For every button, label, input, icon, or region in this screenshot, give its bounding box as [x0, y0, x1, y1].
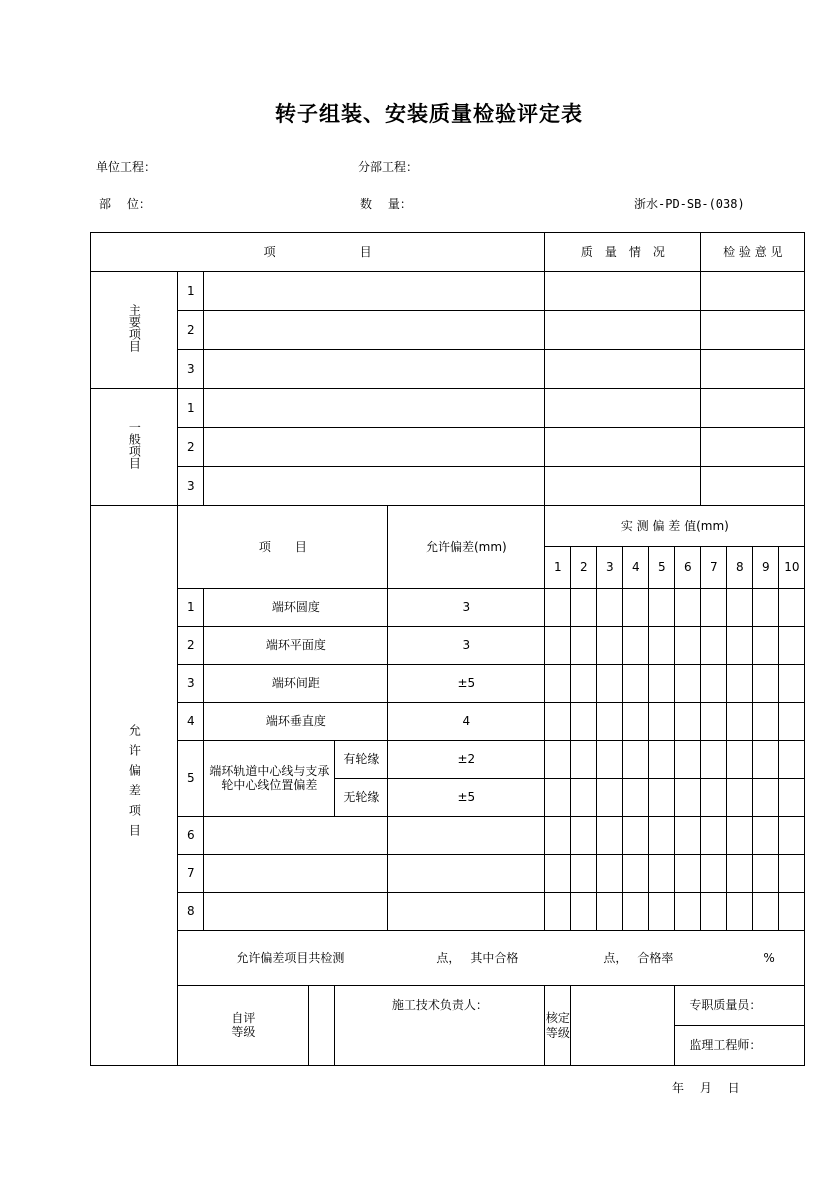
measure-cell[interactable] [779, 589, 805, 627]
opinion-cell[interactable] [701, 389, 805, 428]
measure-cell[interactable] [597, 741, 623, 779]
measure-cell[interactable] [779, 627, 805, 665]
measure-cell[interactable] [727, 779, 753, 817]
measure-col: 7 [701, 547, 727, 589]
main-item-cell[interactable] [204, 311, 545, 350]
row-number: 3 [178, 467, 204, 506]
tol-allowed-value: 3 [388, 627, 545, 665]
tol-item-name: 端环圆度 [204, 589, 388, 627]
unit-project-label: 单位工程： [96, 160, 157, 174]
tolerance-items-label: 允许偏差项目 [91, 506, 178, 1066]
measure-cell[interactable] [597, 893, 623, 931]
approved-grade-label: 核定等级 [545, 986, 571, 1066]
measure-col: 6 [675, 547, 701, 589]
tech-lead-label: 施工技术负责人： [335, 986, 545, 1066]
row-number: 1 [178, 272, 204, 311]
measure-cell[interactable] [571, 741, 597, 779]
measure-cell[interactable] [675, 779, 701, 817]
measure-cell[interactable] [701, 665, 727, 703]
row-number: 2 [178, 311, 204, 350]
measure-col: 1 [545, 547, 571, 589]
tol-allowed-value: ±2 [388, 741, 545, 779]
measure-cell[interactable] [675, 703, 701, 741]
measure-cell[interactable] [675, 855, 701, 893]
tol-allowed-value[interactable] [388, 817, 545, 855]
tol-item-name[interactable] [204, 855, 388, 893]
row-number: 8 [178, 893, 204, 931]
opinion-cell[interactable] [701, 272, 805, 311]
opinion-cell[interactable] [701, 350, 805, 389]
header-opinion: 检 验 意 见 [701, 233, 805, 272]
measure-cell[interactable] [545, 741, 571, 779]
measure-cell[interactable] [649, 627, 675, 665]
measure-col: 3 [597, 547, 623, 589]
measure-col: 9 [753, 547, 779, 589]
page-title: 转子组装、安装质量检验评定表 [275, 102, 583, 126]
measure-cell[interactable] [727, 893, 753, 931]
location-label: 部 位： [99, 197, 151, 211]
measure-cell[interactable] [597, 817, 623, 855]
date-label: 年 月 日 [672, 1081, 740, 1095]
measure-cell[interactable] [571, 893, 597, 931]
opinion-cell[interactable] [701, 467, 805, 506]
measure-cell[interactable] [571, 817, 597, 855]
tol-allowed-value[interactable] [388, 855, 545, 893]
summary-points-label-2: 点， [603, 950, 628, 965]
opinion-cell[interactable] [701, 311, 805, 350]
measure-cell[interactable] [571, 665, 597, 703]
measure-cell[interactable] [545, 779, 571, 817]
summary-row [178, 931, 805, 986]
measure-cell[interactable] [545, 703, 571, 741]
measure-cell[interactable] [753, 817, 779, 855]
self-eval-grade-cell[interactable] [309, 986, 335, 1066]
measure-cell[interactable] [675, 627, 701, 665]
row-number: 3 [178, 350, 204, 389]
measure-cell[interactable] [701, 855, 727, 893]
tol-header-allowed: 允许偏差(mm) [388, 506, 545, 589]
tol-header-measured: 实 测 偏 差 值(mm) [545, 506, 805, 547]
tol-item-name: 端环垂直度 [204, 703, 388, 741]
tol-allowed-value: 3 [388, 589, 545, 627]
tol-sub-item: 有轮缘 [335, 741, 388, 779]
measure-cell[interactable] [753, 665, 779, 703]
measure-cell[interactable] [545, 855, 571, 893]
row-number: 3 [178, 665, 204, 703]
measure-cell[interactable] [727, 741, 753, 779]
summary-rate-label: 合格率 [637, 950, 674, 965]
quality-cell[interactable] [545, 389, 701, 428]
measure-cell[interactable] [753, 627, 779, 665]
measure-cell[interactable] [779, 741, 805, 779]
measure-cell[interactable] [597, 703, 623, 741]
row-number: 4 [178, 703, 204, 741]
row-number: 2 [178, 428, 204, 467]
measure-cell[interactable] [779, 703, 805, 741]
measure-cell[interactable] [623, 855, 649, 893]
measure-cell[interactable] [727, 627, 753, 665]
measure-cell[interactable] [597, 665, 623, 703]
measure-cell[interactable] [545, 817, 571, 855]
measure-cell[interactable] [675, 665, 701, 703]
measure-cell[interactable] [649, 665, 675, 703]
quality-cell[interactable] [545, 311, 701, 350]
measure-cell[interactable] [597, 589, 623, 627]
measure-cell[interactable] [753, 741, 779, 779]
header-quality: 质 量 情 况 [545, 233, 701, 272]
measure-cell[interactable] [545, 589, 571, 627]
measure-col: 4 [623, 547, 649, 589]
measure-cell[interactable] [649, 703, 675, 741]
measure-cell[interactable] [623, 893, 649, 931]
measure-cell[interactable] [727, 703, 753, 741]
tol-allowed-value: ±5 [388, 665, 545, 703]
measure-cell[interactable] [701, 779, 727, 817]
measure-cell[interactable] [597, 855, 623, 893]
quality-cell[interactable] [545, 272, 701, 311]
summary-points-label: 点， [436, 950, 461, 965]
self-eval-label: 自评等级 [178, 986, 309, 1066]
row-number: 1 [178, 589, 204, 627]
opinion-cell[interactable] [701, 428, 805, 467]
tol-allowed-value[interactable] [388, 893, 545, 931]
measure-cell[interactable] [779, 855, 805, 893]
summary-pass-label: 其中合格 [470, 950, 519, 965]
sub-project-label: 分部工程： [358, 160, 419, 174]
measure-cell[interactable] [623, 703, 649, 741]
measure-cell[interactable] [623, 779, 649, 817]
measure-cell[interactable] [779, 817, 805, 855]
general-items-label: 一般项目 [91, 389, 178, 506]
summary-percent-sign: % [763, 950, 775, 965]
measure-cell[interactable] [623, 741, 649, 779]
measure-cell[interactable] [675, 817, 701, 855]
measure-cell[interactable] [779, 665, 805, 703]
measure-cell[interactable] [571, 703, 597, 741]
row-number: 6 [178, 817, 204, 855]
quality-cell[interactable] [545, 350, 701, 389]
tol-item-name[interactable] [204, 817, 388, 855]
measure-cell[interactable] [623, 627, 649, 665]
measure-cell[interactable] [701, 817, 727, 855]
form-code: 浙水-PD-SB-(038) [634, 197, 745, 211]
tol-allowed-value: ±5 [388, 779, 545, 817]
header-item: 项 目 [91, 233, 545, 272]
row-number: 1 [178, 389, 204, 428]
general-item-cell[interactable] [204, 467, 545, 506]
row-number: 5 [178, 741, 204, 817]
general-item-cell[interactable] [204, 428, 545, 467]
measure-cell[interactable] [649, 741, 675, 779]
measure-cell[interactable] [649, 817, 675, 855]
row-number: 7 [178, 855, 204, 893]
measure-cell[interactable] [701, 589, 727, 627]
supervisor-label: 监理工程师： [675, 1026, 805, 1066]
measure-cell[interactable] [727, 665, 753, 703]
measure-cell[interactable] [779, 779, 805, 817]
approved-grade-cell[interactable] [571, 986, 675, 1066]
tol-header-item: 项 目 [178, 506, 388, 589]
general-item-cell[interactable] [204, 389, 545, 428]
tol-item-name: 端环间距 [204, 665, 388, 703]
measure-cell[interactable] [545, 627, 571, 665]
measure-cell[interactable] [701, 893, 727, 931]
quality-cell[interactable] [545, 467, 701, 506]
measure-cell[interactable] [571, 855, 597, 893]
main-item-cell[interactable] [204, 350, 545, 389]
measure-cell[interactable] [701, 627, 727, 665]
measure-cell[interactable] [571, 627, 597, 665]
measure-cell[interactable] [623, 589, 649, 627]
measure-cell[interactable] [649, 589, 675, 627]
measure-cell[interactable] [753, 589, 779, 627]
quality-officer-label: 专职质量员： [675, 986, 805, 1026]
measure-cell[interactable] [597, 779, 623, 817]
measure-cell[interactable] [727, 817, 753, 855]
measure-col: 2 [571, 547, 597, 589]
main-items-label: 主要项目 [91, 272, 178, 389]
measure-cell[interactable] [701, 741, 727, 779]
inspection-table [90, 232, 805, 1066]
tol-item-name-row5: 端环轨道中心线与支承轮中心线位置偏差 [204, 741, 335, 817]
measure-cell[interactable] [623, 665, 649, 703]
quantity-label: 数 量： [360, 197, 412, 211]
measure-col: 10 [779, 547, 805, 589]
tol-item-name: 端环平面度 [204, 627, 388, 665]
tol-allowed-value: 4 [388, 703, 545, 741]
measure-cell[interactable] [753, 703, 779, 741]
measure-cell[interactable] [623, 817, 649, 855]
measure-cell[interactable] [675, 893, 701, 931]
measure-cell[interactable] [597, 627, 623, 665]
measure-cell[interactable] [675, 589, 701, 627]
measure-cell[interactable] [753, 779, 779, 817]
tol-item-name[interactable] [204, 893, 388, 931]
measure-cell[interactable] [649, 779, 675, 817]
main-item-cell[interactable] [204, 272, 545, 311]
measure-cell[interactable] [727, 589, 753, 627]
measure-cell[interactable] [753, 855, 779, 893]
tol-sub-item: 无轮缘 [335, 779, 388, 817]
row-number: 2 [178, 627, 204, 665]
measure-cell[interactable] [571, 589, 597, 627]
summary-count-label: 允许偏差项目共检测 [236, 950, 345, 965]
measure-cell[interactable] [649, 855, 675, 893]
measure-cell[interactable] [727, 855, 753, 893]
measure-col: 5 [649, 547, 675, 589]
measure-cell[interactable] [701, 703, 727, 741]
measure-cell[interactable] [753, 893, 779, 931]
measure-cell[interactable] [545, 893, 571, 931]
measure-cell[interactable] [545, 665, 571, 703]
measure-col: 8 [727, 547, 753, 589]
measure-cell[interactable] [779, 893, 805, 931]
measure-cell[interactable] [675, 741, 701, 779]
measure-cell[interactable] [649, 893, 675, 931]
measure-cell[interactable] [571, 779, 597, 817]
quality-cell[interactable] [545, 428, 701, 467]
